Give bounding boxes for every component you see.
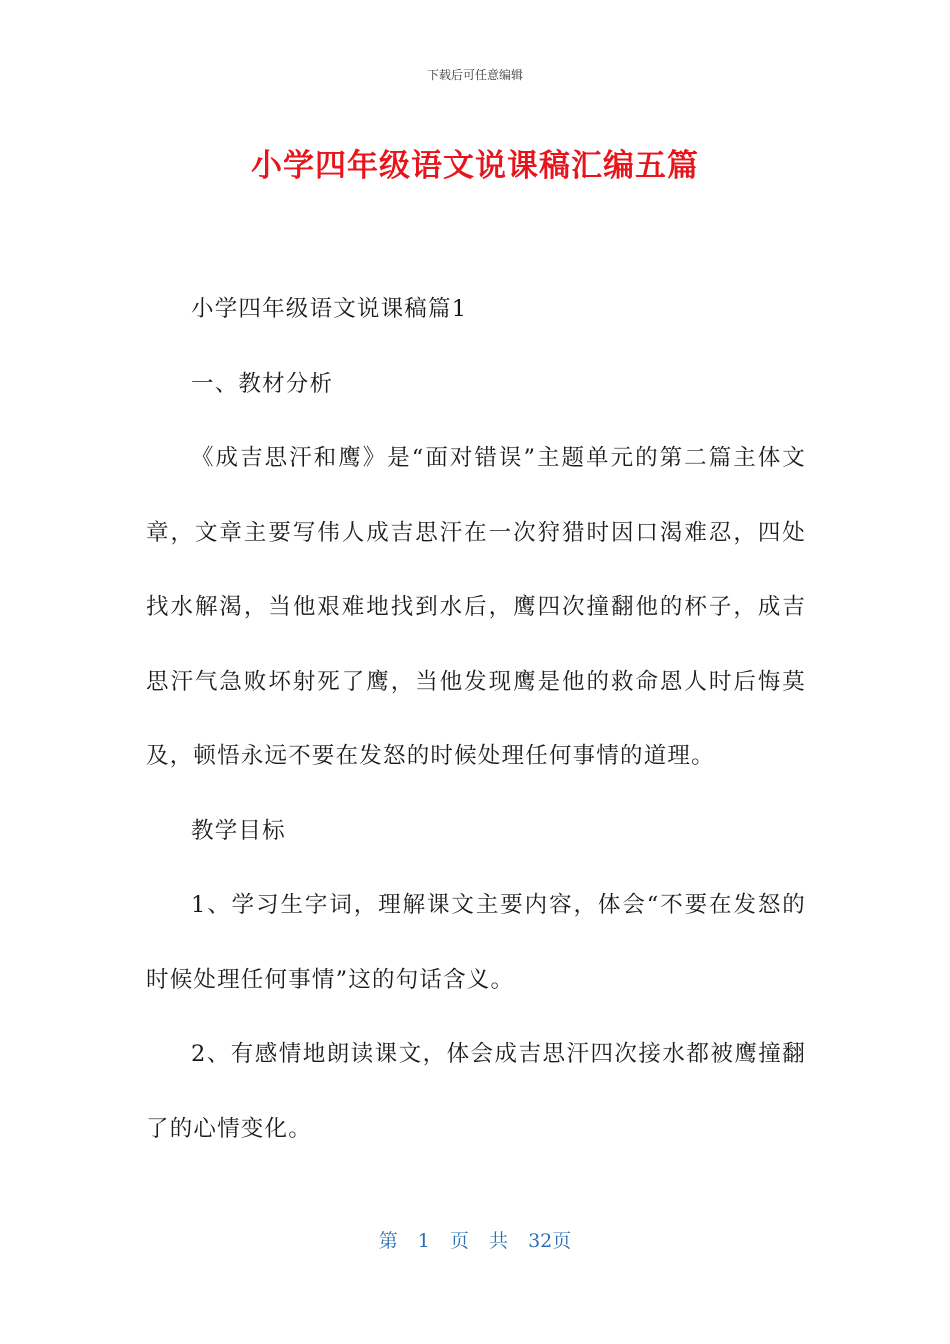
page-mid: 页 bbox=[449, 1230, 469, 1252]
header-note: 下载后可任意编辑 bbox=[426, 68, 523, 82]
subsection-heading: 教学目标 bbox=[191, 817, 286, 844]
list-item: 1、学习生字词，理解课文主要内容，体会“不要在发怒的时候处理任何事情”这的句话含义。 bbox=[146, 892, 806, 993]
subsection-heading: 一、教材分析 bbox=[191, 370, 334, 397]
page-prefix: 第 bbox=[378, 1230, 398, 1252]
document-body bbox=[146, 272, 806, 1166]
document-title: 小学四年级语文说课稿汇编五篇 bbox=[251, 148, 699, 184]
paragraph: 《成吉思汗和鹰》是“面对错误”主题单元的第二篇主体文章，文章主要写伟人成吉思汗在一次狩猎时因口渴难忍，四处找水解渴，当他艰难地找到水后，鹰四次撞翻他的杯子，成吉思汗气急败坏射死了鹰，当他发现鹰是他的救命恩人时后悔莫及，顿悟永远不要在发怒的时候处理任何事情的道理。 bbox=[146, 445, 806, 769]
list-item: 2、有感情地朗读课文，体会成吉思汗四次接水都被鹰撞翻了的心情变化。 bbox=[146, 1041, 806, 1142]
page-number: 1 bbox=[417, 1230, 430, 1252]
total-pages: 32页 bbox=[528, 1230, 572, 1252]
section-heading: 小学四年级语文说课稿篇1 bbox=[191, 296, 468, 322]
total-prefix: 共 bbox=[489, 1230, 509, 1252]
page-footer bbox=[0, 1226, 950, 1253]
